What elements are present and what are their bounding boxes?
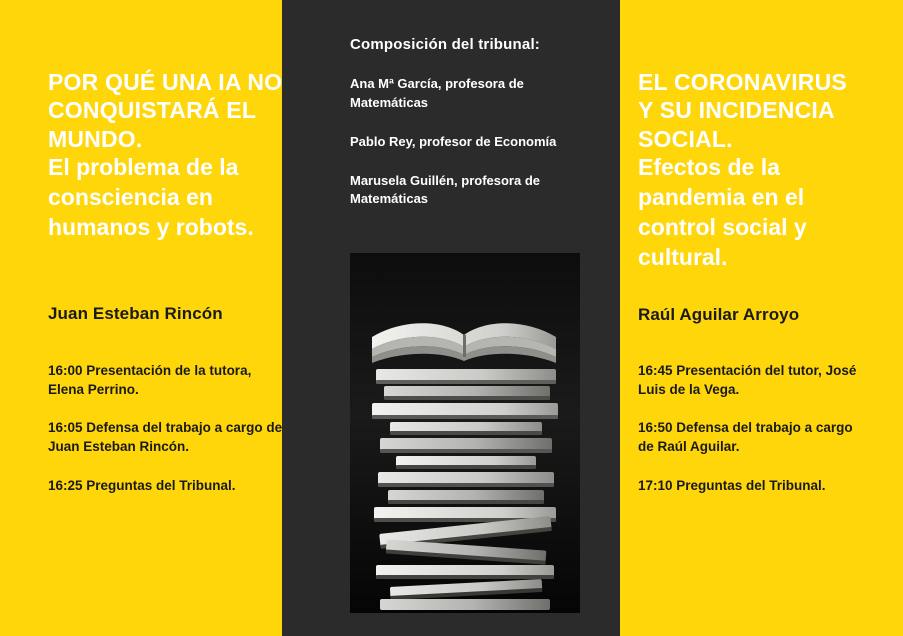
- right-schedule-item-2: 16:50 Defensa del trabajo a cargo de Raúl Aguilar.: [638, 420, 853, 454]
- tribunal-heading: Composición del tribunal:: [350, 36, 541, 53]
- left-schedule-item-1: 16:00 Presentación de la tutora, Elena Perrino.: [48, 363, 252, 397]
- right-panel-content: [638, 0, 868, 636]
- left-schedule-item-2: 16:05 Defensa del trabajo a cargo de Juan Esteban Rincón.: [48, 420, 283, 454]
- left-title-upper: POR QUÉ UNA IA NO CONQUISTARÁ EL MUNDO.: [48, 69, 283, 152]
- right-schedule-item-1: 16:45 Presentación del tutor, José Luis de la Vega.: [638, 363, 857, 397]
- right-schedule-item-3: 17:10 Preguntas del Tribunal.: [638, 477, 826, 493]
- left-author: Juan Esteban Rincón: [48, 304, 223, 323]
- tribunal-member-1: Ana Mª García, profesora de Matemáticas: [350, 76, 524, 110]
- left-panel: [0, 0, 314, 636]
- left-panel-dark-edge: [282, 0, 314, 636]
- left-schedule-item-3: 16:25 Preguntas del Tribunal.: [48, 477, 236, 493]
- center-panel: [314, 0, 596, 636]
- right-author: Raúl Aguilar Arroyo: [638, 305, 800, 324]
- tribunal-member-3: Marusela Guillén, profesora de Matemáticas: [350, 172, 540, 207]
- right-schedule: [638, 362, 860, 495]
- right-title-lower: Efectos de la pandemia en el control social y cultural.: [638, 153, 807, 270]
- right-title-block: [638, 68, 860, 272]
- stack-of-books-photo: [350, 253, 580, 613]
- tribunal-block: [350, 36, 570, 209]
- left-panel-content: [48, 0, 286, 636]
- left-schedule: [48, 362, 286, 495]
- left-title-lower: El problema de la consciencia en humanos y robots.: [48, 153, 254, 240]
- right-title-upper: EL CORONAVIRUS Y SU INCIDENCIA SOCIAL.: [638, 69, 847, 152]
- left-title-block: [48, 68, 286, 243]
- tribunal-member-2: Pablo Rey, profesor de Economía: [350, 133, 557, 149]
